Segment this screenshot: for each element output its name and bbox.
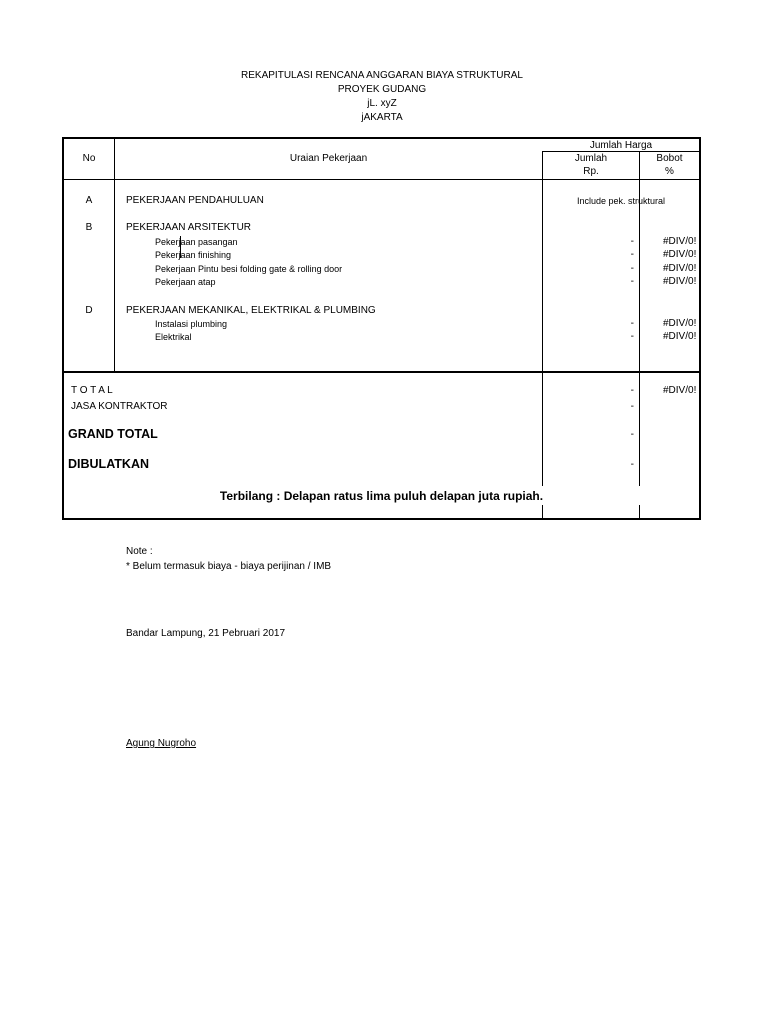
item-bobot: #DIV/0! xyxy=(663,263,697,274)
dibulatkan-label: DIBULATKAN xyxy=(68,457,150,471)
item-jumlah: - xyxy=(630,276,634,287)
project-city: jAKARTA xyxy=(361,112,403,123)
col-uraian-separator-tail xyxy=(542,505,543,518)
section-a-title: PEKERJAAN PENDAHULUAN xyxy=(126,195,264,206)
item-jumlah: - xyxy=(630,236,634,247)
col-header-rp: Rp. xyxy=(583,166,599,177)
total-label: T O T A L xyxy=(71,385,113,396)
col-no-separator xyxy=(114,138,115,372)
table-border-bottom xyxy=(62,518,701,520)
section-d-title: PEKERJAAN MEKANIKAL, ELEKTRIKAL & PLUMBING xyxy=(126,305,376,316)
col-header-uraian: Uraian Pekerjaan xyxy=(289,153,368,164)
jumlah-harga-underline xyxy=(542,151,700,152)
col-header-bobot: Bobot xyxy=(656,153,683,164)
item-bobot: #DIV/0! xyxy=(663,331,697,342)
section-b-title: PEKERJAAN ARSITEKTUR xyxy=(126,222,252,233)
item-label: Pekerjaan pasangan xyxy=(155,237,238,247)
item-bobot: #DIV/0! xyxy=(663,236,697,247)
section-a-note: Include pek. struktural xyxy=(576,196,666,206)
item-jumlah: - xyxy=(630,331,634,342)
col-header-jumlah-harga: Jumlah Harga xyxy=(589,140,653,151)
project-address: jL. xyZ xyxy=(367,98,397,109)
signatory-name: Agung Nugroho xyxy=(126,738,197,749)
item-jumlah: - xyxy=(630,249,634,260)
section-d-no: D xyxy=(85,305,93,316)
item-label: Pekerjaan atap xyxy=(155,277,216,287)
item-label: Pekerjaan finishing xyxy=(155,250,232,260)
total-bobot: #DIV/0! xyxy=(663,385,697,396)
note-item: * Belum termasuk biaya - biaya perijinan / IMB xyxy=(126,561,332,572)
note-title: Note : xyxy=(126,546,153,557)
col-jumlah-separator-totals xyxy=(639,373,640,486)
place-date: Bandar Lampung, 21 Pebruari 2017 xyxy=(126,628,286,639)
col-header-no: No xyxy=(82,153,96,164)
document-title: REKAPITULASI RENCANA ANGGARAN BIAYA STRUKTURAL xyxy=(241,70,523,81)
grand-total-jumlah: - xyxy=(630,429,634,440)
col-header-jumlah: Jumlah xyxy=(574,153,608,164)
item-bobot: #DIV/0! xyxy=(663,249,697,260)
totals-divider xyxy=(62,371,701,373)
item-label: Pekerjaan Pintu besi folding gate & rolling door xyxy=(155,264,343,274)
jasa-kontraktor-label: JASA KONTRAKTOR xyxy=(71,401,168,412)
item-bobot: #DIV/0! xyxy=(663,276,697,287)
section-a-no: A xyxy=(85,195,93,206)
item-jumlah: - xyxy=(630,318,634,329)
col-jumlah-separator-tail xyxy=(639,505,640,518)
dibulatkan-jumlah: - xyxy=(630,459,634,470)
terbilang-text: Terbilang : Delapan ratus lima puluh delapan juta rupiah. xyxy=(219,489,544,503)
total-jumlah: - xyxy=(630,385,634,396)
project-name: PROYEK GUDANG xyxy=(337,84,427,95)
col-jumlah-separator xyxy=(639,151,640,372)
jasa-kontraktor-jumlah: - xyxy=(630,401,634,412)
item-jumlah: - xyxy=(630,263,634,274)
item-bobot: #DIV/0! xyxy=(663,318,697,329)
section-b-no: B xyxy=(85,222,93,233)
header-divider xyxy=(62,179,701,180)
table-border-top xyxy=(62,137,701,139)
col-header-percent: % xyxy=(665,166,674,177)
item-label: Instalasi plumbing xyxy=(155,319,228,329)
item-label: Elektrikal xyxy=(155,332,192,342)
grand-total-label: GRAND TOTAL xyxy=(68,427,158,441)
table-border-right xyxy=(699,137,701,520)
